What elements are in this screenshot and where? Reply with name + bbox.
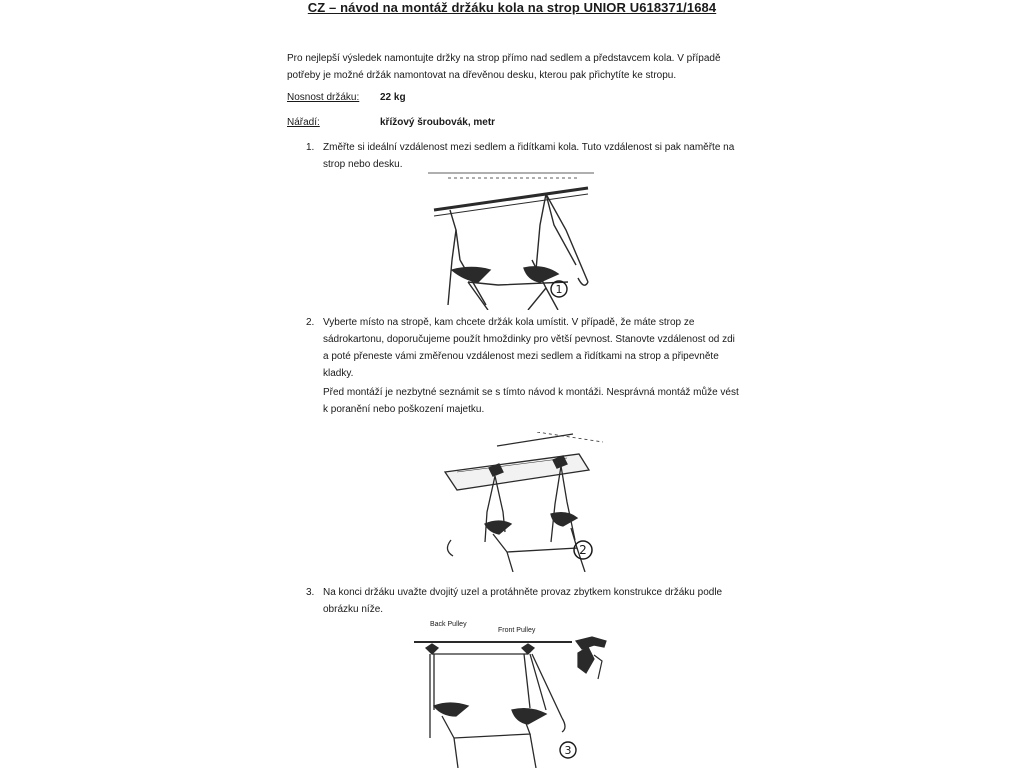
step-3-text: Na konci držáku uvažte dvojitý uzel a protáhněte provaz zbytkem konstrukce držáku podle obrázku níže.	[323, 587, 723, 615]
step-2-text: Vyberte místo na stropě, kam chcete držák kola umístit. V případě, že máte strop ze sádrokartonu, doporučujeme použít hmoždinky pro větší pevnost. Stanovte vzdálenost od zdi a poté přeneste vámi změřenou vzdálenost mezi sedlem a řidítkami na strop a připevněte kladky.	[323, 317, 735, 379]
step-1-text: Změřte si ideální vzdálenost mezi sedlem a řidítkami kola. Tuto vzdálenost si pak naměřte na strop nebo desku.	[323, 142, 735, 170]
spec-tools-value: křížový šroubovák, metr	[380, 117, 496, 128]
step-2-warning: Před montáží je nezbytné seznámit se s tímto návod k montáži. Nesprávná montáž může vést k poranění nebo poškození majetku.	[323, 387, 739, 415]
step-3-number: 3.	[306, 587, 315, 598]
step-2-number: 2.	[306, 317, 315, 328]
front-pulley-label: Front Pulley	[498, 627, 536, 634]
spec-capacity-value: 22 kg	[380, 92, 406, 103]
figure-3-badge-number: 3	[564, 744, 572, 757]
spec-tools-label: Nářadí:	[287, 117, 320, 128]
step-1-number: 1.	[306, 142, 315, 153]
back-pulley-label: Back Pulley	[430, 621, 467, 628]
figure-1-badge-number: 1	[555, 283, 563, 296]
figure-3-illustration	[412, 618, 582, 768]
intro-paragraph: Pro nejlepší výsledek namontujte držky na strop přímo nad sedlem a představcem kola. V případě potřeby je možné držák namontovat na dřevěnou desku, kterou pak přichytíte ke stropu.	[287, 53, 721, 81]
document-title: CZ – návod na montáž držáku kola na strop UNIOR U618371/1684	[307, 0, 717, 15]
figure-3-detail-inset	[572, 633, 608, 683]
figure-1-badge	[549, 279, 569, 299]
figure-3-badge	[558, 740, 578, 760]
spec-capacity-label: Nosnost držáku:	[287, 92, 360, 103]
figure-2-badge	[572, 539, 594, 561]
figure-2-badge-number: 2	[579, 543, 587, 557]
figure-1-illustration	[428, 170, 600, 310]
